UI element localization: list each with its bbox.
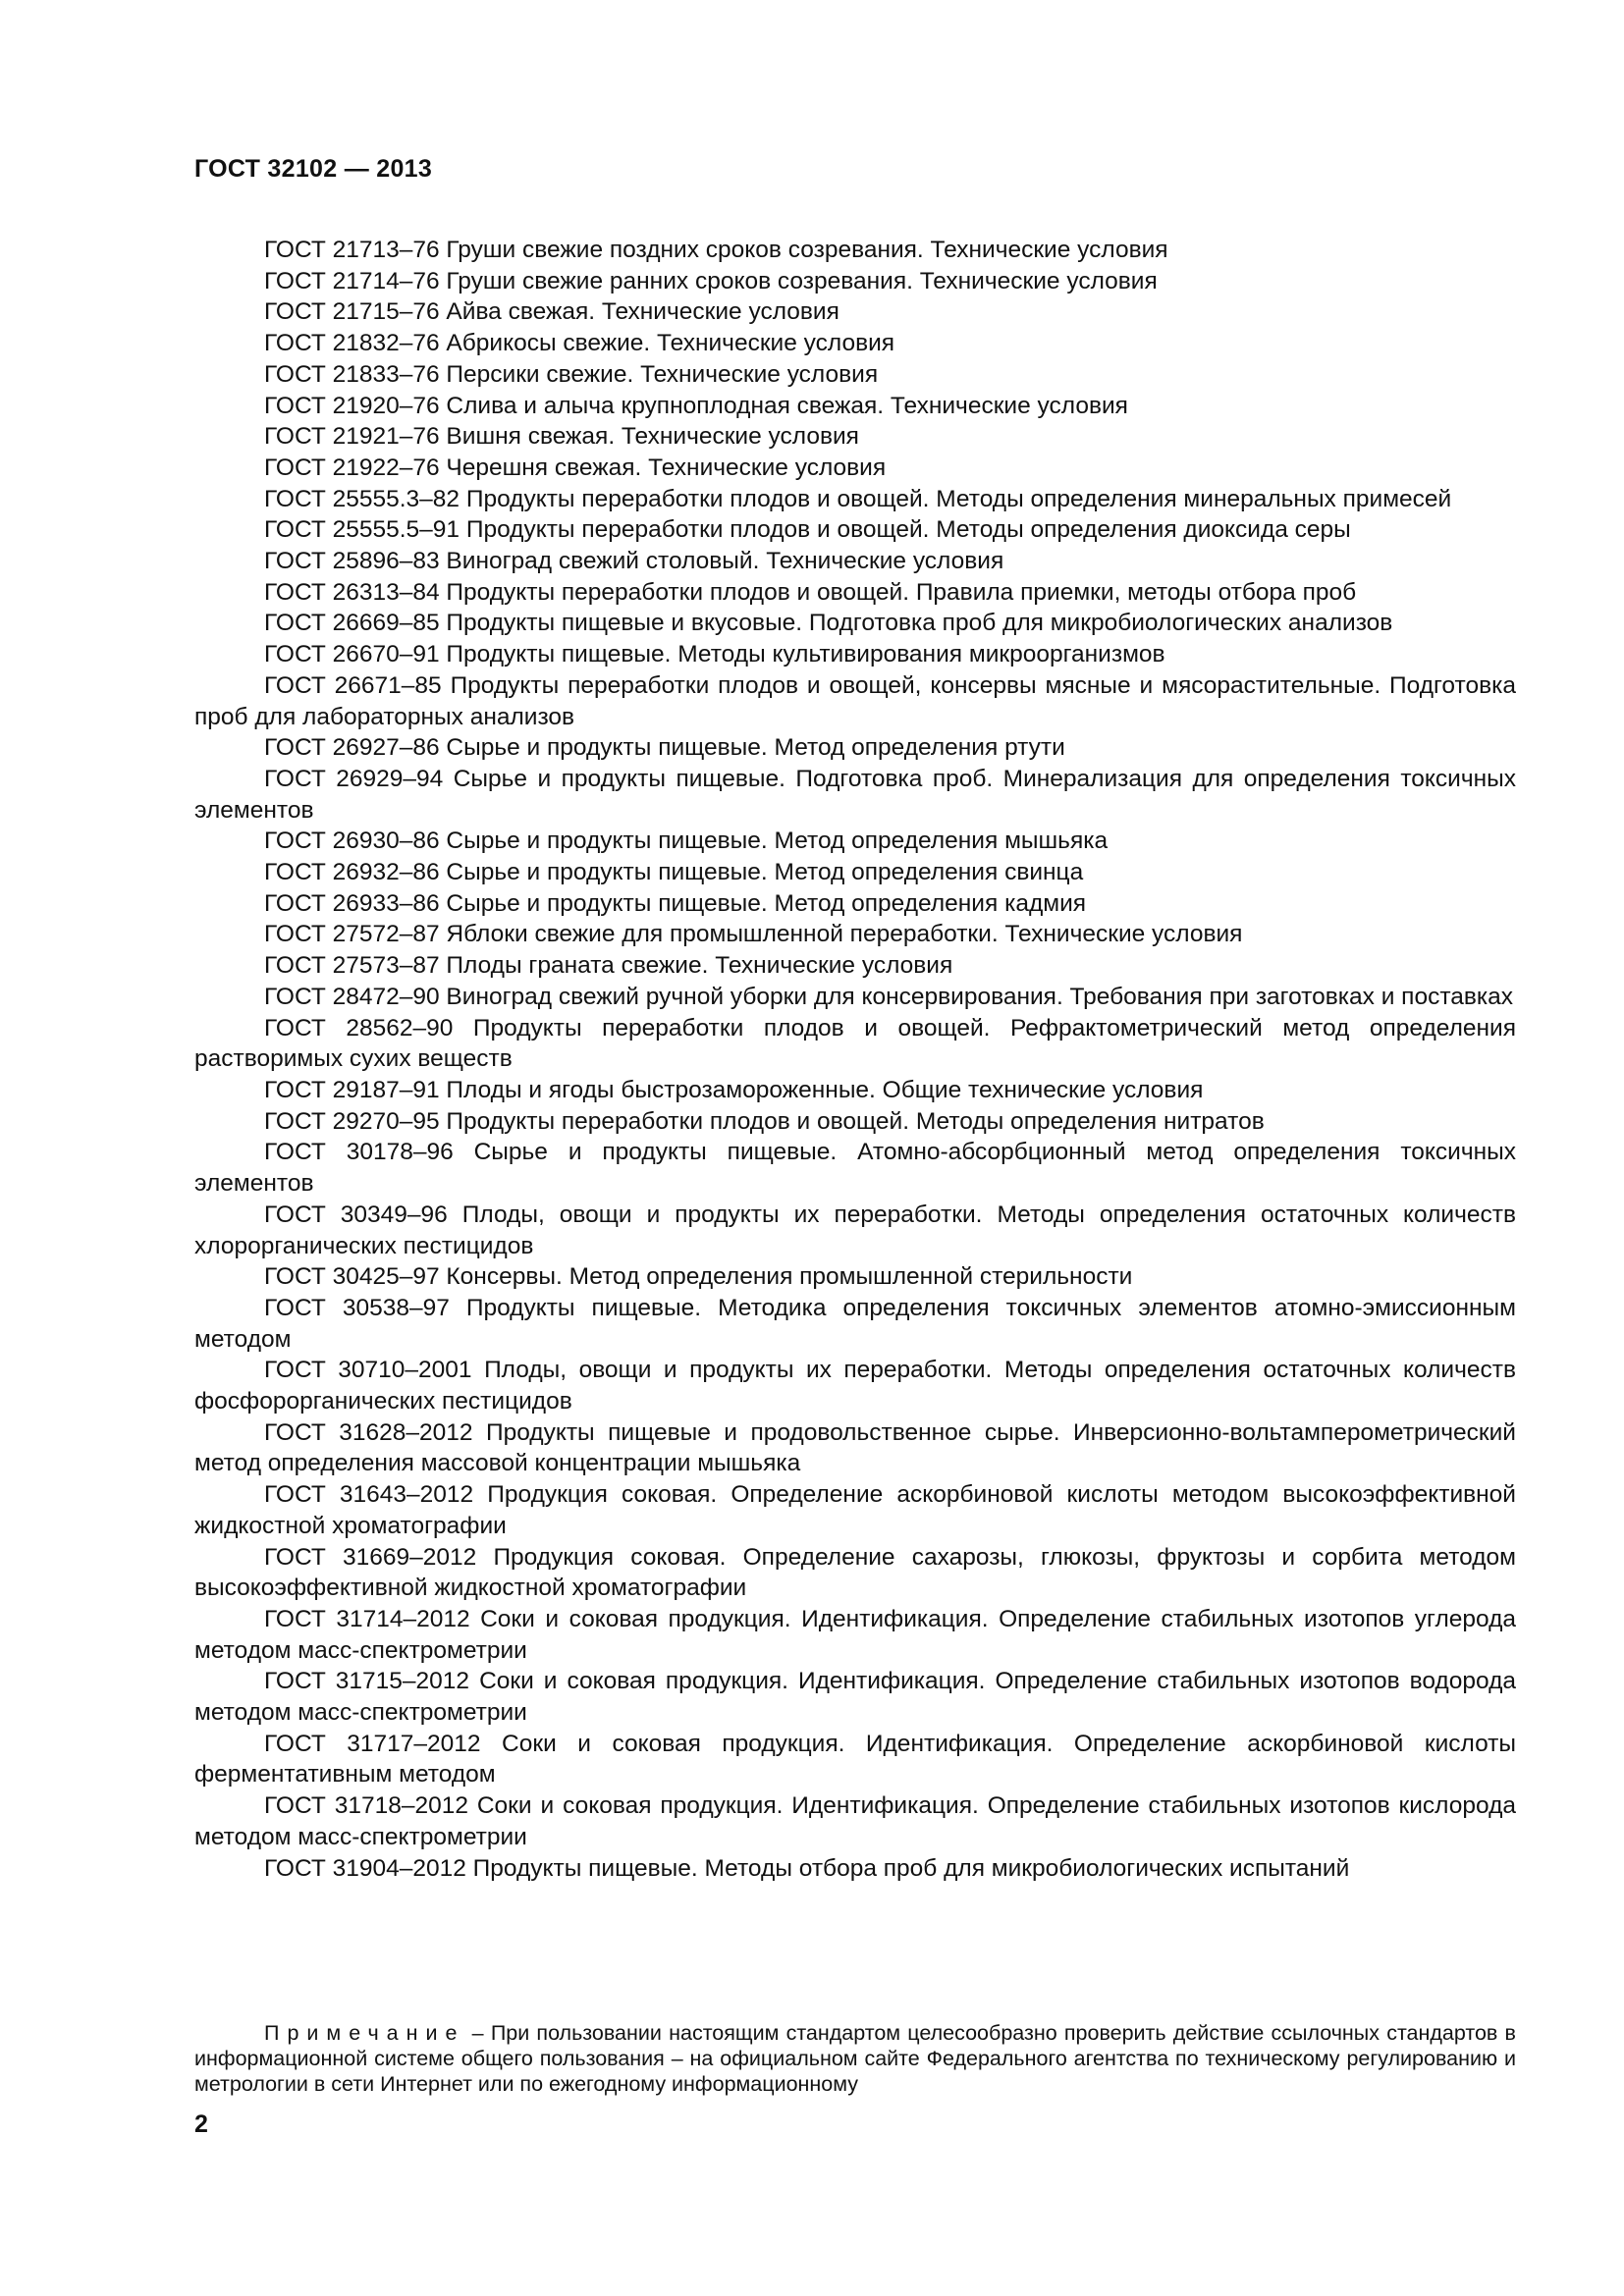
reference-entry: ГОСТ 31718–2012 Соки и соковая продукция. Идентификация. Определение стабильных изотопов кислорода методом масс-спектрометрии (194, 1792, 1516, 1850)
reference-entry: ГОСТ 28562–90 Продукты переработки плодов и овощей. Рефрактометрический метод определения растворимых сухих веществ (194, 1014, 1516, 1073)
reference-entry: ГОСТ 31669–2012 Продукция соковая. Определение сахарозы, глюкозы, фруктозы и сорбита методом высокоэффективной жидкостной хроматографии (194, 1543, 1516, 1602)
document-header: ГОСТ 32102 — 2013 (194, 155, 433, 183)
reference-entry: ГОСТ 21715–76 Айва свежая. Технические условия (264, 298, 839, 326)
reference-entry: ГОСТ 26929–94 Сырье и продукты пищевые. Подготовка проб. Минерализация для определения токсичных элементов (194, 765, 1516, 824)
reference-entry: ГОСТ 27573–87 Плоды граната свежие. Технические условия (264, 952, 953, 980)
note-label: Примечание (264, 2021, 465, 2045)
reference-entry: ГОСТ 25555.3–82 Продукты переработки плодов и овощей. Методы определения минеральных примесей (264, 485, 1452, 512)
reference-entry: ГОСТ 30425–97 Консервы. Метод определения промышленной стерильности (264, 1263, 1133, 1291)
reference-entry: ГОСТ 21833–76 Персики свежие. Технические условия (264, 360, 879, 388)
reference-entry: ГОСТ 30710–2001 Плоды, овощи и продукты их переработки. Методы определения остаточных количеств фосфорорганических пестицидов (194, 1357, 1516, 1415)
reference-entry: ГОСТ 31715–2012 Соки и соковая продукция. Идентификация. Определение стабильных изотопов водорода методом масс-спектрометрии (194, 1668, 1516, 1727)
reference-entry: ГОСТ 29270–95 Продукты переработки плодов и овощей. Методы определения нитратов (264, 1107, 1265, 1135)
reference-entry: ГОСТ 26669–85 Продукты пищевые и вкусовые. Подготовка проб для микробиологических анализов (264, 610, 1393, 637)
reference-entry: ГОСТ 26313–84 Продукты переработки плодов и овощей. Правила приемки, методы отбора проб (264, 578, 1357, 606)
reference-entry: ГОСТ 31717–2012 Соки и соковая продукция. Идентификация. Определение аскорбиновой кислоты ферментативным методом (194, 1730, 1516, 1789)
reference-entry: ГОСТ 28472–90 Виноград свежий ручной уборки для консервирования. Требования при заготовках и поставках (264, 983, 1514, 1010)
reference-entry: ГОСТ 21921–76 Вишня свежая. Технические условия (264, 423, 859, 451)
reference-entry: ГОСТ 29187–91 Плоды и ягоды быстрозамороженные. Общие технические условия (264, 1076, 1204, 1103)
reference-entry: ГОСТ 26670–91 Продукты пищевые. Методы культивирования микроорганизмов (264, 641, 1165, 668)
reference-entry: ГОСТ 27572–87 Яблоки свежие для промышленной переработки. Технические условия (264, 921, 1243, 948)
reference-entry: ГОСТ 21713–76 Груши свежие поздних сроков созревания. Технические условия (264, 237, 1168, 263)
reference-entry: ГОСТ 26930–86 Сырье и продукты пищевые. Метод определения мышьяка (264, 828, 1109, 855)
reference-entry: ГОСТ 31714–2012 Соки и соковая продукция. Идентификация. Определение стабильных изотопов углерода методом масс-спектрометрии (194, 1605, 1516, 1664)
reference-entry: ГОСТ 21714–76 Груши свежие ранних сроков созревания. Технические условия (264, 267, 1158, 294)
note-text: – При пользовании настоящим стандартом целесообразно проверить действие ссылочных стандартов в информационной системе общего пользования – на официальном сайте Федерального агентства по техническому регулированию и метрологии в сети Интернет или по ежегодному информационному (194, 2021, 1516, 2096)
normative-references-list (194, 235, 1516, 1884)
reference-entry: ГОСТ 30178–96 Сырье и продукты пищевые. Атомно-абсорбционный метод определения токсичных элементов (194, 1139, 1516, 1198)
reference-entry: ГОСТ 30538–97 Продукты пищевые. Методика определения токсичных элементов атомно-эмиссионным методом (194, 1294, 1516, 1353)
reference-note (194, 2020, 1516, 2097)
reference-entry: ГОСТ 21832–76 Абрикосы свежие. Технические условия (264, 330, 895, 357)
reference-entry: ГОСТ 26671–85 Продукты переработки плодов и овощей, консервы мясные и мясорастительные. Подготовка проб для лабораторных анализов (194, 671, 1516, 730)
reference-entry: ГОСТ 31628–2012 Продукты пищевые и продовольственное сырье. Инверсионно-вольтамперометрический метод определения массовой концентрации мышьяка (194, 1418, 1516, 1477)
reference-entry: ГОСТ 31904–2012 Продукты пищевые. Методы отбора проб для микробиологических испытаний (264, 1854, 1350, 1882)
reference-entry: ГОСТ 31643–2012 Продукция соковая. Определение аскорбиновой кислоты методом высокоэффективной жидкостной хроматографии (194, 1481, 1516, 1539)
reference-entry: ГОСТ 25896–83 Виноград свежий столовый. Технические условия (264, 548, 1004, 575)
reference-entry: ГОСТ 21922–76 Черешня свежая. Технические условия (264, 454, 887, 481)
page-number: 2 (194, 2110, 208, 2138)
reference-entry: ГОСТ 21920–76 Слива и алыча крупноплодная свежая. Технические условия (264, 392, 1128, 419)
reference-entry: ГОСТ 26933–86 Сырье и продукты пищевые. Метод определения кадмия (264, 889, 1087, 917)
reference-entry: ГОСТ 25555.5–91 Продукты переработки плодов и овощей. Методы определения диоксида серы (264, 516, 1351, 544)
reference-entry: ГОСТ 30349–96 Плоды, овощи и продукты их переработки. Методы определения остаточных количеств хлорорганических пестицидов (194, 1201, 1516, 1259)
reference-entry: ГОСТ 26927–86 Сырье и продукты пищевые. Метод определения ртути (264, 734, 1065, 762)
reference-entry: ГОСТ 26932–86 Сырье и продукты пищевые. Метод определения свинца (264, 859, 1084, 886)
